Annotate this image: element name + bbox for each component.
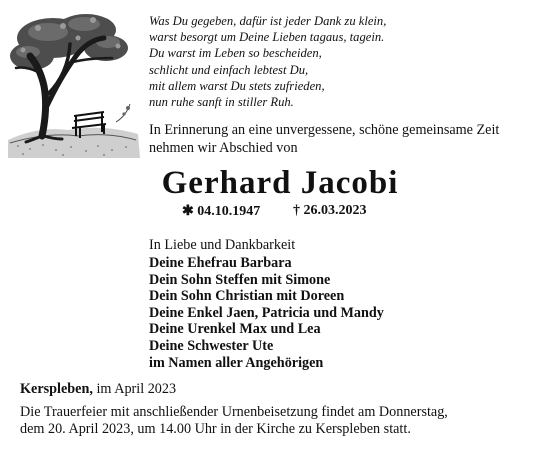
place-month: im April 2023	[92, 381, 177, 397]
poem-line: mit allem warst Du stets zufrieden,	[149, 78, 325, 93]
place-town: Kerspleben,	[20, 381, 93, 397]
poem-line: warst besorgt um Deine Lieben tagaus, tagein.	[149, 30, 385, 45]
family-member: Deine Ehefrau Barbara	[149, 255, 292, 272]
memory-line: nehmen wir Abschied von	[149, 140, 298, 156]
birth-date: ✱ 04.10.1947	[182, 204, 261, 219]
family-member: Deine Urenkel Max und Lea	[149, 321, 321, 338]
funeral-line: Die Trauerfeier mit anschließender Urnenbeisetzung findet am Donnerstag,	[20, 404, 448, 420]
poem-line: nun ruhe sanft in stiller Ruh.	[149, 95, 294, 110]
family-member: Deine Enkel Jaen, Patricia und Mandy	[149, 304, 384, 321]
poem	[149, 13, 539, 110]
family-member: im Namen aller Angehörigen	[149, 354, 324, 371]
memory-text	[149, 121, 544, 157]
poem-line: schlicht und einfach lebtest Du,	[149, 62, 309, 77]
death-date: † 26.03.2023	[293, 203, 367, 218]
tree-with-bench-icon	[8, 8, 140, 158]
deceased-name-text: Gerhard Jacobi	[161, 165, 399, 201]
funeral-line: dem 20. April 2023, um 14.00 Uhr in der Kirche zu Kerspleben statt.	[20, 421, 411, 437]
family-member: Dein Sohn Steffen mit Simone	[149, 271, 331, 288]
funeral-notice	[20, 404, 540, 438]
memory-line: In Erinnerung an eine unvergessene, schöne gemeinsame Zeit	[149, 122, 500, 138]
family-intro: In Liebe und Dankbarkeit	[149, 237, 296, 253]
family-list	[149, 237, 539, 371]
family-member: Deine Schwester Ute	[149, 338, 274, 355]
place-date	[20, 381, 176, 398]
poem-line: Du warst im Leben so bescheiden,	[149, 46, 322, 61]
life-dates	[182, 203, 367, 220]
deceased-name	[0, 163, 550, 203]
family-member: Dein Sohn Christian mit Doreen	[149, 288, 345, 305]
poem-line: Was Du gegeben, dafür ist jeder Dank zu klein,	[149, 14, 387, 28]
